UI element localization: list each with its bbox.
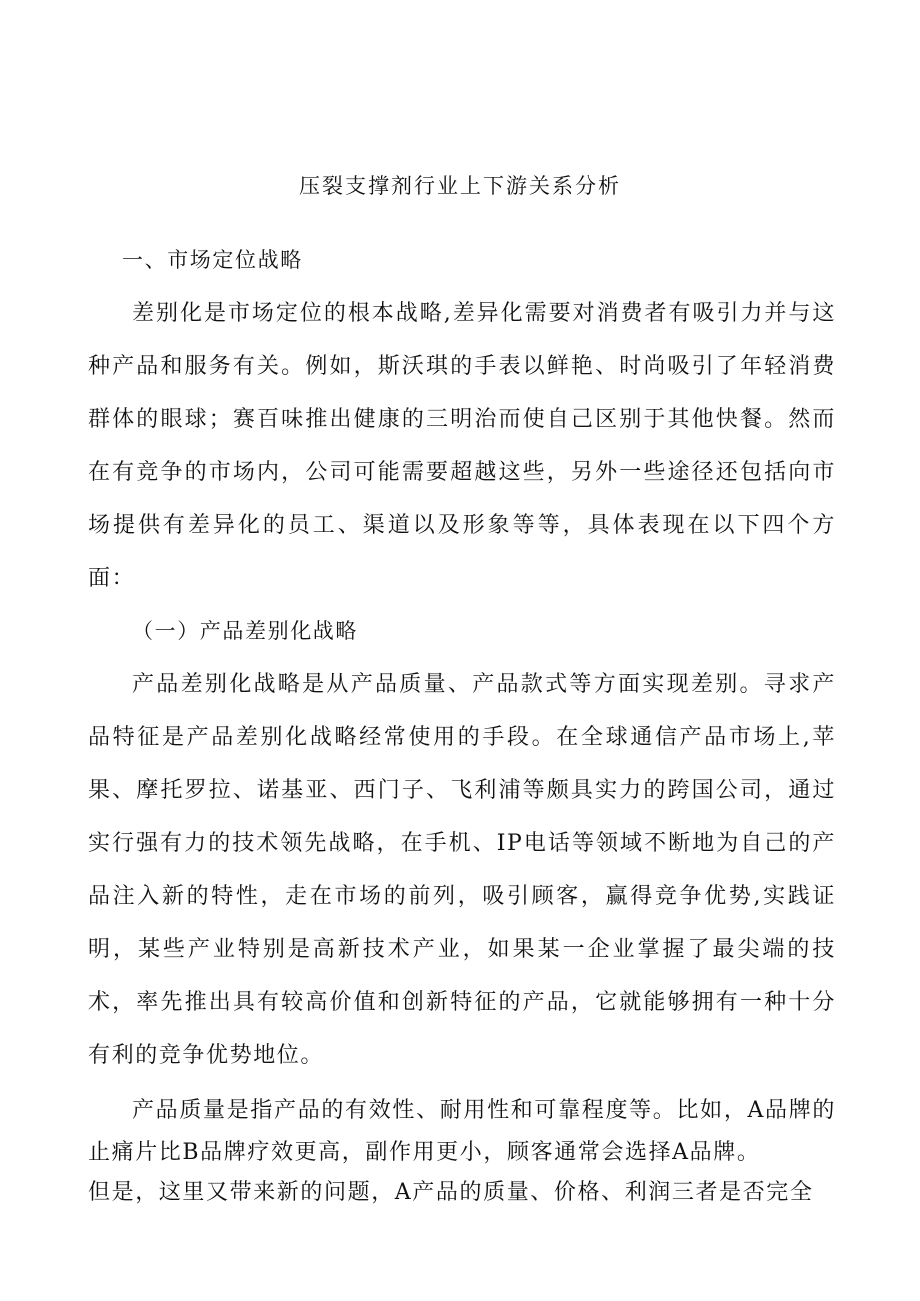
section-heading: 一、市场定位战略: [122, 248, 303, 272]
paragraph-differentiation: 差别化是市场定位的根本战略,差异化需要对消费者有吸引力并与这种产品和服务有关。例如，斯沃琪的手表以鲜艳、时尚吸引了年轻消费群体的眼球；赛百味推出健康的三明治而使自己区别于其他快餐。然而在有竞争的市场内，公司可能需要超越这些，另外一些途径还包括向市场提供有差异化的员工、渠道以及形象等等，具体表现在以下四个方面：: [88, 301, 836, 591]
paragraph-continuation: 但是，这里又带来新的问题，A产品的质量、价格、利润三者是否完全: [88, 1180, 814, 1205]
document-title: 压裂支撑剂行业上下游关系分析: [299, 174, 621, 198]
paragraph-product-differentiation: 产品差别化战略是从产品质量、产品款式等方面实现差别。寻求产品特征是产品差别化战略经常使用的手段。在全球通信产品市场上,苹果、摩托罗拉、诺基亚、西门子、飞利浦等颇具实力的跨国公司，通过实行强有力的技术领先战略，在手机、IP电话等领域不断地为自己的产品注入新的特性，走在市场的前列，吸引顾客，赢得竞争优势,实践证明，某些产业特别是高新技术产业，如果某一企业掌握了最尖端的技术，率先推出具有较高价值和创新特征的产品，它就能够拥有一种十分有利的竞争优势地位。: [88, 672, 836, 1068]
paragraph-product-quality: 产品质量是指产品的有效性、耐用性和可靠程度等。比如，A品牌的止痛片比B品牌疗效更高，副作用更小，顾客通常会选择A品牌。: [88, 1098, 836, 1165]
subsection-heading: （一）产品差别化战略: [132, 619, 358, 643]
document-body: [88, 234, 836, 1212]
